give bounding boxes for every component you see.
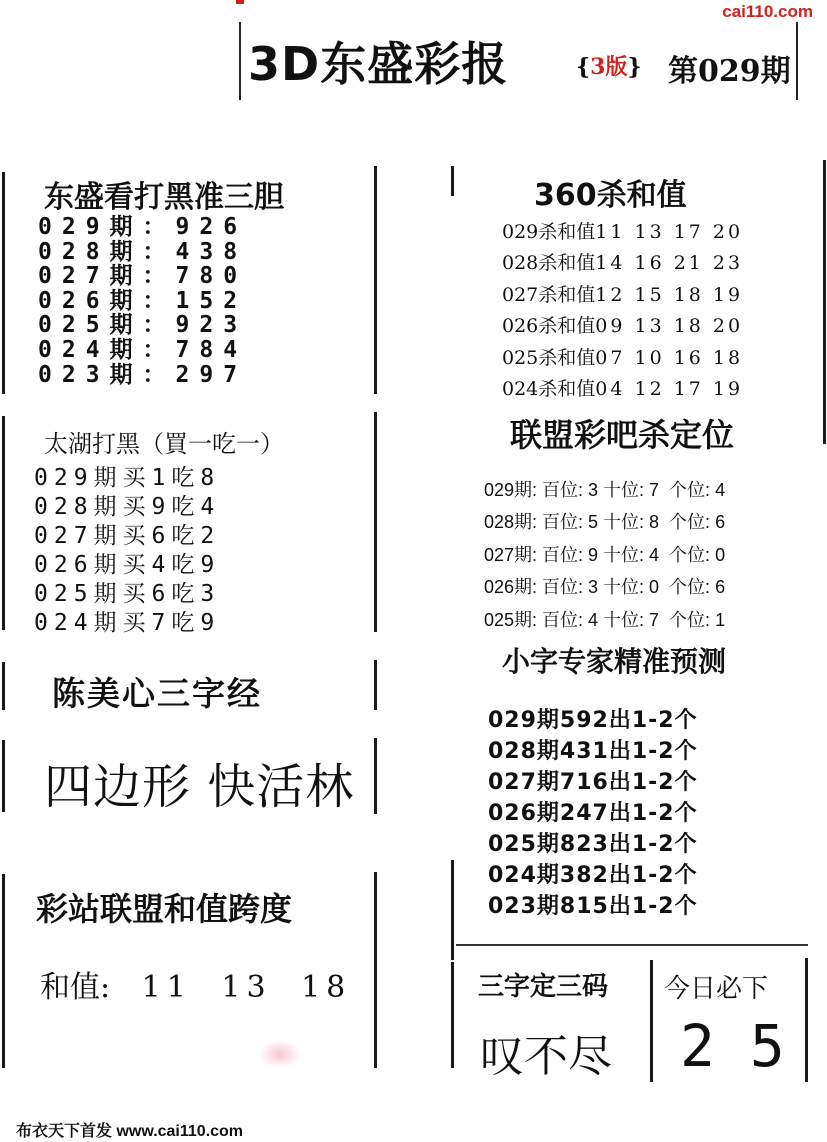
mid-border-low (451, 860, 454, 960)
sum360-row-nums: 09 13 18 20 (595, 315, 744, 338)
chenmeixin-content: 四边形 快活林 (44, 759, 355, 815)
xiaozi-row: 024期382出1-2个 (488, 863, 698, 888)
bottom-box-divider (650, 960, 653, 1082)
sum360-row-label: 026杀和值 (502, 315, 596, 338)
left-border-4 (2, 740, 5, 812)
right-border-1 (374, 166, 377, 394)
sum360-row (502, 217, 743, 248)
dongsheng-row: 026期：152 (38, 287, 248, 314)
lianmeng-row: 028期: 百位: 5 十位: 8 个位: 6 (484, 512, 726, 533)
left-border-2 (2, 416, 5, 630)
taihu-row: 026期买4吃9 (34, 552, 221, 578)
caizhan-sum-row (40, 962, 351, 1006)
sum360-row (502, 343, 743, 374)
right-border-3 (374, 660, 377, 710)
dongsheng-title: 东盛看打黑准三胆 (44, 180, 284, 215)
sum360-row-nums: 14 16 21 23 (595, 252, 744, 275)
header-divider-left (239, 22, 241, 100)
sum360-row-label: 027杀和值 (502, 283, 596, 306)
top-red-mark (236, 0, 244, 4)
dongsheng-row: 028期：438 (38, 238, 248, 265)
xiaozi-row: 025期823出1-2个 (488, 832, 698, 857)
bottom-box-right (805, 958, 808, 1082)
jinri-title: 今日必下 (664, 974, 769, 1004)
sum360-row-nums: 07 10 16 18 (595, 346, 744, 369)
sanzi-content: 叹不尽 (480, 1031, 612, 1082)
taihu-row: 028期买9吃4 (34, 494, 221, 520)
page-title: 3D东盛彩报 (248, 37, 509, 91)
sum360-list (502, 217, 743, 405)
xiaozi-row: 027期716出1-2个 (488, 770, 698, 795)
bottom-box-top-line (456, 944, 808, 946)
header-divider-right (796, 22, 798, 100)
sum360-row (502, 248, 743, 279)
sum360-row-nums: 11 13 17 20 (595, 221, 744, 243)
chenmeixin-title: 陈美心三字经 (52, 674, 262, 713)
caizhan-sum-values: 11 13 18 (141, 970, 352, 1005)
edition-close: } (627, 54, 642, 80)
taihu-title: 太湖打黑（買一吃一） (44, 430, 284, 458)
sum360-row-label: 029杀和值 (502, 221, 596, 243)
left-border-5 (2, 874, 5, 1068)
taihu-row: 024期买7吃9 (34, 610, 221, 636)
sanzi-title: 三字定三码 (478, 972, 609, 1002)
taihu-row: 025期买6吃3 (34, 581, 221, 607)
footer-watermark[interactable]: 布衣天下首发 www.cai110.com (16, 1123, 244, 1140)
xiaozi-row: 023期815出1-2个 (488, 894, 698, 919)
left-border-3 (2, 662, 5, 710)
right-border-4 (374, 738, 377, 814)
sum360-title: 360杀和值 (534, 178, 687, 213)
dongsheng-row: 025期：923 (38, 312, 248, 339)
sum360-row-label: 024杀和值 (502, 378, 596, 401)
lianmeng-row: 027期: 百位: 9 十位: 4 个位: 0 (484, 544, 726, 565)
xiaozi-row: 029期592出1-2个 (488, 708, 698, 733)
sum360-row (502, 374, 743, 405)
edition-badge (576, 50, 642, 81)
pink-smudge (258, 1040, 302, 1068)
dongsheng-row: 027期：780 (38, 263, 248, 290)
sum360-row (502, 280, 743, 311)
dongsheng-row: 023期：297 (38, 361, 248, 388)
edition-open: { (576, 54, 591, 80)
xiaozi-row: 026期247出1-2个 (488, 801, 698, 826)
sum360-row-nums: 12 15 18 19 (595, 283, 744, 306)
dongsheng-row: 024期：784 (38, 336, 248, 363)
edition-label: 3版 (590, 54, 628, 80)
lianmeng-row: 025期: 百位: 4 十位: 7 个位: 1 (484, 609, 726, 630)
lianmeng-title: 联盟彩吧杀定位 (510, 416, 735, 454)
issue-number: 第029期 (668, 54, 791, 89)
far-right-border-1 (823, 160, 826, 444)
mid-border-top (451, 166, 454, 196)
xiaozi-row: 028期431出1-2个 (488, 739, 698, 764)
sum360-row (502, 311, 743, 342)
mid-border-bottom (451, 962, 454, 1068)
taihu-list (34, 464, 220, 638)
taihu-row: 027期买6吃2 (34, 523, 221, 549)
jinri-content: 2 5 (680, 1012, 785, 1080)
sum360-row-label: 025杀和值 (502, 346, 596, 369)
taihu-row: 029期买1吃8 (34, 465, 221, 491)
caizhan-title: 彩站联盟和值跨度 (36, 890, 293, 928)
sum360-row-nums: 04 12 17 19 (595, 378, 744, 401)
right-border-5 (374, 872, 377, 1068)
right-border-2 (374, 412, 377, 632)
lianmeng-row: 029期: 百位: 3 十位: 7 个位: 4 (484, 480, 726, 500)
sum360-row-label: 028杀和值 (502, 252, 596, 275)
lianmeng-list (484, 474, 725, 636)
left-border-1 (2, 172, 5, 394)
dongsheng-row: 029期：926 (38, 214, 248, 240)
xiaozi-list (488, 705, 698, 922)
xiaozi-title: 小字专家精准预测 (502, 645, 727, 678)
caizhan-sum-label: 和值: (40, 970, 111, 1005)
lianmeng-row: 026期: 百位: 3 十位: 0 个位: 6 (484, 577, 726, 598)
site-watermark-top[interactable]: cai110.com (722, 2, 813, 21)
dongsheng-list (38, 215, 247, 387)
